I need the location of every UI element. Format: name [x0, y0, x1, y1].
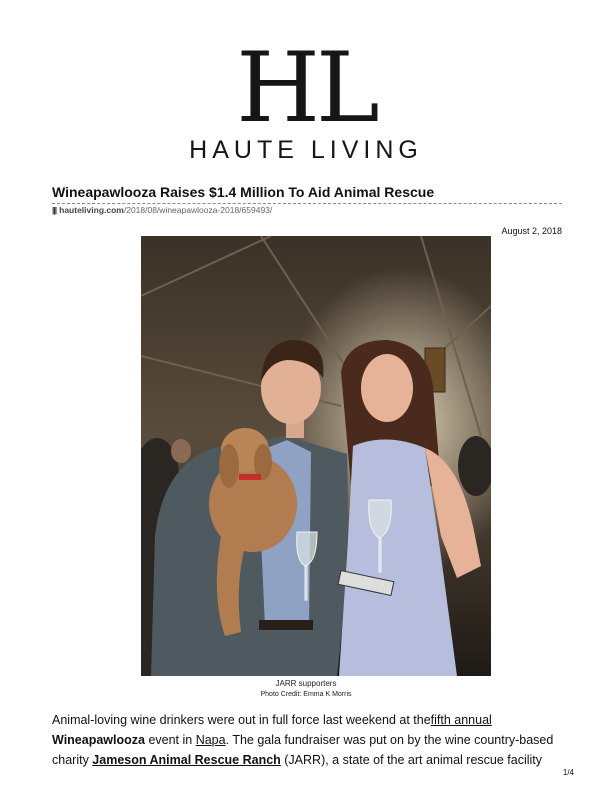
- photo-credit: Photo Credit: Emma K Morris: [260, 691, 352, 698]
- body-text-3: . The gala fundraiser was put on by the wine country-based charity: [52, 733, 554, 767]
- source-path: /2018/08/wineapawlooza-2018/659493/: [123, 205, 273, 215]
- wineapawlooza-bold: Wineapawlooza: [52, 733, 145, 747]
- photo-illustration: [141, 236, 491, 676]
- body-text-4: (JARR), a state of the art animal rescue facility: [280, 753, 543, 767]
- body-text-2: event in: [144, 733, 196, 747]
- haute-living-logo[interactable]: [0, 32, 612, 164]
- article-date: August 2, 2018: [501, 226, 562, 236]
- fifth-annual-link[interactable]: fifth annual: [430, 713, 492, 727]
- source-domain: hauteliving.com: [59, 205, 124, 215]
- source-bars-icon: |||: [52, 205, 57, 215]
- article-body: [52, 710, 572, 770]
- source-url[interactable]: [52, 205, 272, 215]
- page-number: 1/4: [562, 768, 574, 777]
- jarr-link[interactable]: Jameson Animal Rescue Ranch: [92, 753, 281, 767]
- photo-caption: JARR supporters: [275, 679, 337, 688]
- article-title: Wineapawlooza Raises $1.4 Million To Aid Animal Rescue: [52, 184, 562, 204]
- napa-link[interactable]: Napa: [195, 733, 226, 747]
- body-text-1: Animal-loving wine drinkers were out in full force last weekend at the: [52, 713, 431, 727]
- logo-monogram: HL: [236, 32, 376, 144]
- logo-wordmark: HAUTE LIVING: [189, 136, 423, 164]
- article-photo: [141, 236, 491, 676]
